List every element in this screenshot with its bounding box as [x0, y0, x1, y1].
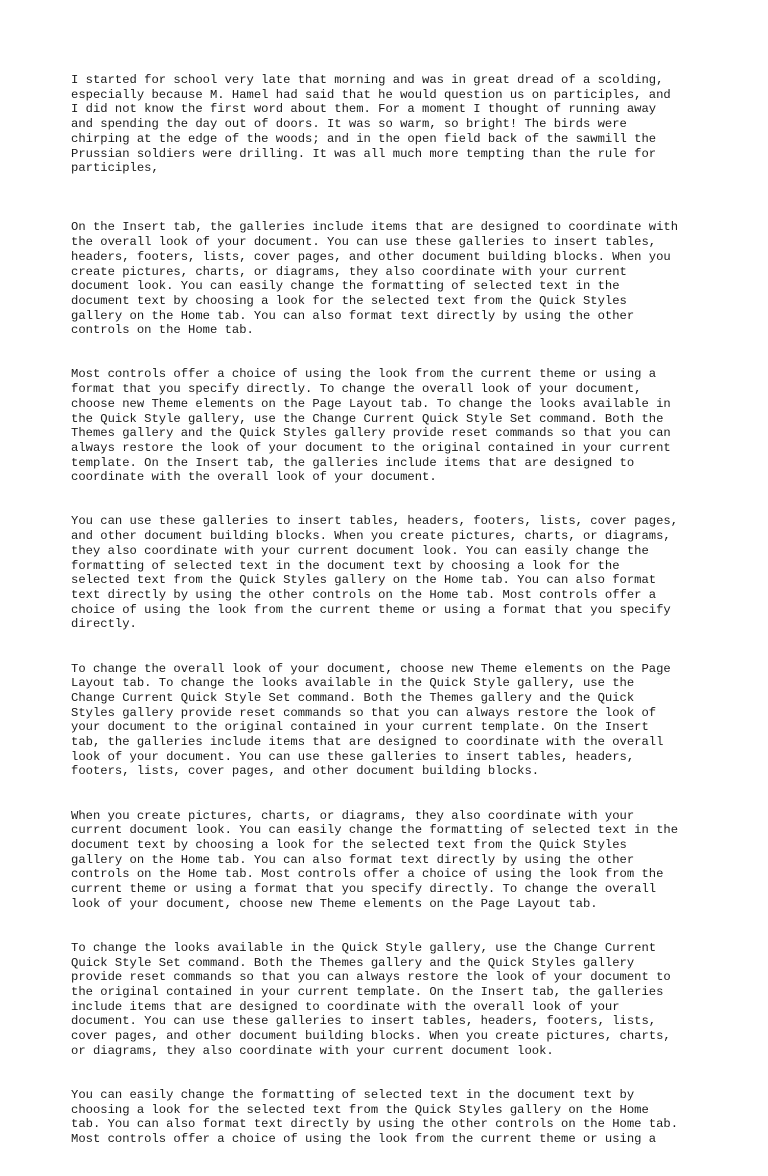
paragraph-format-text: You can easily change the formatting of selected text in the document text by choosing a look for the selected text from the Quick Styles gallery on the Home tab. You can also format text directly by using the other controls on the Home tab. Most controls offer a choice of using the look from the current theme or using a [71, 1087, 679, 1146]
paragraph-change-look: To change the overall look of your document, choose new Theme elements on the Page Layout tab. To change the looks available in the Quick Style gallery, use the Change Current Quick Style Set command. Both the Themes gallery and the Quick Styles gallery provide reset commands so that you can always restore the look of your document to the original contained in your current template. On the Insert tab, the galleries include items that are designed to coordinate with the overall look of your document. You can use these galleries to insert tables, headers, footers, lists, cover pages, and other document building blocks. [71, 661, 671, 779]
body-paragraphs [71, 191, 711, 1176]
intro-paragraph: I started for school very late that morning and was in great dread of a scolding, especially because M. Hamel had said that he would question us on participles, and I did not know the first word about them. For a moment I thought of running away and spending the day out of doors. It was so warm, so bright! The birds were chirping at the edge of the woods; and in the open field back of the sawmill the Prussian soldiers were drilling. It was all much more tempting than the rule for participles, [71, 73, 671, 176]
paragraph-create-pictures: When you create pictures, charts, or diagrams, they also coordinate with your current document look. You can easily change the formatting of selected text in the document text by choosing a look for the selected text from the Quick Styles gallery on the Home tab. You can also format text directly by using the other controls on the Home tab. Most controls offer a choice of using the look from the current theme or using a format that you specify directly. To change the overall look of your document, choose new Theme elements on the Page Layout tab. [71, 808, 679, 911]
paragraph-quick-style: To change the looks available in the Quick Style gallery, use the Change Current Quick Style Set command. Both the Themes gallery and the Quick Styles gallery provide reset commands so that you can always restore the look of your document to the original contained in your current template. On the Insert tab, the galleries include items that are designed to coordinate with the overall look of your document. You can use these galleries to insert tables, headers, footers, lists, cover pages, and other document building blocks. When you create pictures, charts, or diagrams, they also coordinate with your current document look. [71, 940, 671, 1058]
paragraph-galleries: You can use these galleries to insert tables, headers, footers, lists, cover pages, and other document building blocks. When you create pictures, charts, or diagrams, they also coordinate with your current document look. You can easily change the formatting of selected text in the document text by choosing a look for the selected text from the Quick Styles gallery on the Home tab. You can also format text directly by using the other controls on the Home tab. Most controls offer a choice of using the look from the current theme or using a format that you specify directly. [71, 514, 679, 632]
paragraph-most-controls: Most controls offer a choice of using the look from the current theme or using a format that you specify directly. To change the overall look of your document, choose new Theme elements on the Page Layout tab. To change the looks available in the Quick Style gallery, use the Change Current Quick Style Set command. Both the Themes gallery and the Quick Styles gallery provide reset commands so that you can always restore the look of your document to the original contained in your current template. On the Insert tab, the galleries include items that are designed to coordinate with the overall look of your document. [71, 367, 671, 485]
paragraph-insert-tab: On the Insert tab, the galleries include items that are designed to coordinate with the overall look of your document. You can use these galleries to insert tables, headers, footers, lists, cover pages, and other document building blocks. When you create pictures, charts, or diagrams, they also coordinate with your current document look. You can easily change the formatting of selected text in the document text by choosing a look for the selected text from the Quick Styles gallery on the Home tab. You can also format text directly by using the other controls on the Home tab. [71, 220, 679, 338]
